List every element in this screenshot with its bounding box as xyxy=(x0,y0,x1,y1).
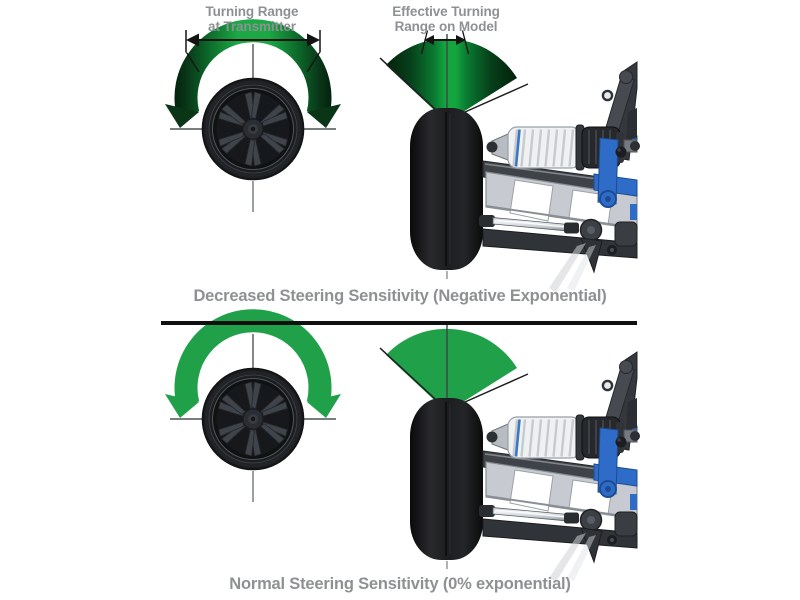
suspension-assembly xyxy=(479,352,640,582)
model-tire xyxy=(410,108,483,270)
model-range-label xyxy=(371,4,521,34)
normal-sensitivity-figure xyxy=(165,321,640,582)
model-range-label-line2: Range on Model xyxy=(394,19,498,34)
model-tire xyxy=(410,398,483,560)
suspension-assembly xyxy=(479,62,640,292)
decreased-sensitivity-figure xyxy=(165,30,640,292)
steering-wheel xyxy=(202,368,304,470)
transmitter-range-label-line2: at Transmitter xyxy=(208,19,296,34)
normal-sensitivity-caption: Normal Steering Sensitivity (0% exponential) xyxy=(229,575,571,593)
transmitter-range-label-line1: Turning Range xyxy=(205,4,299,19)
decreased-sensitivity-caption: Decreased Steering Sensitivity (Negative Exponential) xyxy=(193,287,607,305)
panel-divider xyxy=(161,321,637,325)
model-range-label-line1: Effective Turning xyxy=(392,4,500,19)
transmitter-range-label xyxy=(177,4,327,34)
steering-wheel xyxy=(202,78,304,180)
